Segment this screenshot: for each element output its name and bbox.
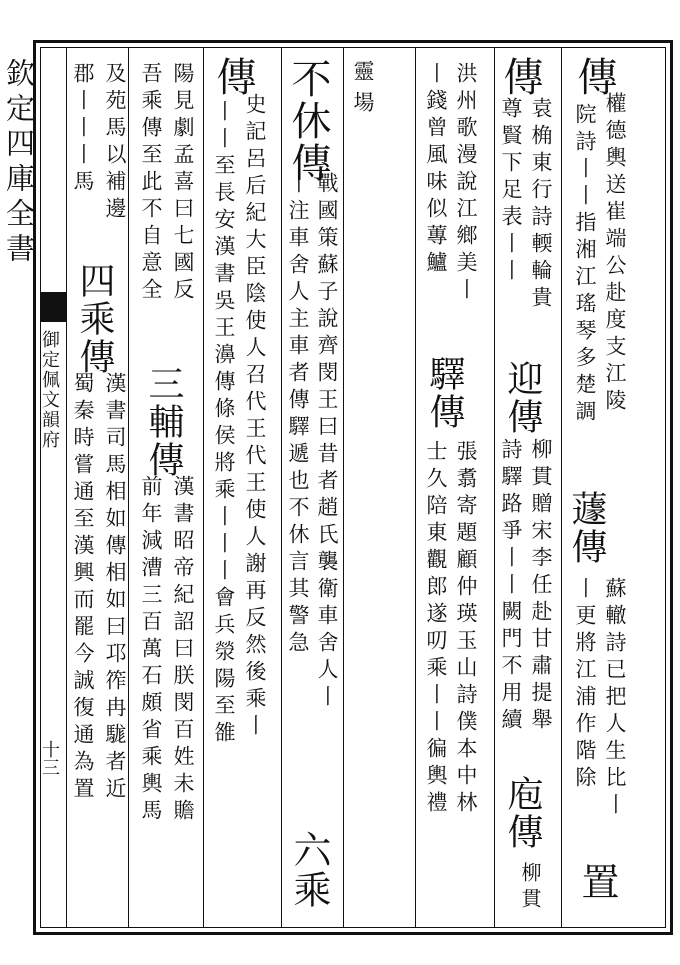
- entry-text: 張翥寄題顧仲瑛玉山詩僕本中林: [454, 440, 478, 818]
- entry-head: 傳: [571, 56, 617, 98]
- entry-head: 置: [575, 862, 619, 902]
- column-divider: [343, 47, 344, 928]
- column-divider: [415, 47, 416, 928]
- entry-text: 尊賢下足表丨丨: [499, 97, 523, 286]
- entry-head: 四乘傳: [74, 262, 115, 376]
- column-divider: [494, 47, 495, 928]
- entry-text: 蘇轍詩已把人生比丨: [603, 577, 627, 820]
- entry-text: 戰國策蘇子說齊閔王曰昔者趙氏襲衛車舍人丨: [315, 172, 339, 712]
- entry-head: 蘧傳: [566, 490, 607, 566]
- entry-text: 蜀秦時嘗通至漢興而罷今誠復通為置: [71, 372, 95, 804]
- column-divider: [128, 47, 129, 928]
- entry-text: 漢書司馬相如傳相如曰邛筰冉駹者近: [103, 372, 127, 804]
- entry-head: 傳: [497, 56, 543, 98]
- entry-text: 洪州歌漫說江鄉美丨: [454, 62, 478, 305]
- entry-text: 丨錢曾風味似蓴鱸: [424, 62, 448, 278]
- entry-text: 權德輿送崔端公赴度支江陵: [603, 92, 627, 416]
- page-number: 十三: [39, 740, 60, 776]
- entry-text: 柳貫贈宋李任赴甘肅提舉: [529, 438, 553, 735]
- entry-text: 丨更將江浦作階除: [573, 577, 597, 793]
- column-divider: [203, 47, 204, 928]
- entry-text: 丨注車舍人主車者傳驛遞也不休言其警急: [286, 172, 310, 658]
- entry-text: 及苑馬以補邊: [103, 62, 127, 224]
- entry-text: 柳貫: [518, 862, 542, 914]
- column-divider: [281, 47, 282, 928]
- entry-head: 迎傳: [502, 360, 543, 436]
- spine-subtitle: 御定佩文韻府: [39, 330, 60, 450]
- entry-text: 郡丨丨丨馬: [71, 62, 95, 197]
- entry-text: 院詩丨丨指湘江瑤琴多楚調: [573, 103, 597, 427]
- fishtail-mark: [40, 292, 66, 322]
- entry-text: 袁桷東行詩輭輪貴: [529, 97, 553, 313]
- entry-text: 靈場: [351, 60, 375, 122]
- entry-head: 驛傳: [424, 355, 465, 431]
- entry-head: 不休傳: [285, 58, 331, 184]
- spine-divider: [66, 47, 67, 928]
- entry-text: 陽見劇孟喜曰七國反: [171, 62, 195, 305]
- entry-text: 詩驛路爭丨丨闕門不用續: [499, 438, 523, 735]
- entry-text: 前年減漕三百萬石頗省乘輿馬: [139, 475, 163, 826]
- entry-head: 傳: [210, 56, 256, 98]
- column-divider: [561, 47, 562, 928]
- entry-text: 吾乘傳至此不自意全: [139, 62, 163, 305]
- entry-head: 庖傳: [502, 775, 543, 851]
- entry-text: 史記呂后紀大臣陰使人召代王代王使人謝再反然後乘丨: [243, 93, 267, 741]
- entry-text: 丨丨至長安漢書吳王濞傳條侯將乘丨丨丨會兵滎陽至雒: [212, 100, 236, 748]
- entry-head: 六乘: [287, 830, 331, 910]
- spine-title: 欽定四庫全書: [2, 58, 36, 268]
- entry-text: 士久陪東觀郎遂叨乘丨丨徧輿禮: [424, 440, 448, 818]
- entry-head: 三輔傳: [143, 365, 184, 479]
- entry-text: 漢書昭帝紀詔曰朕閔百姓未贍: [171, 475, 195, 826]
